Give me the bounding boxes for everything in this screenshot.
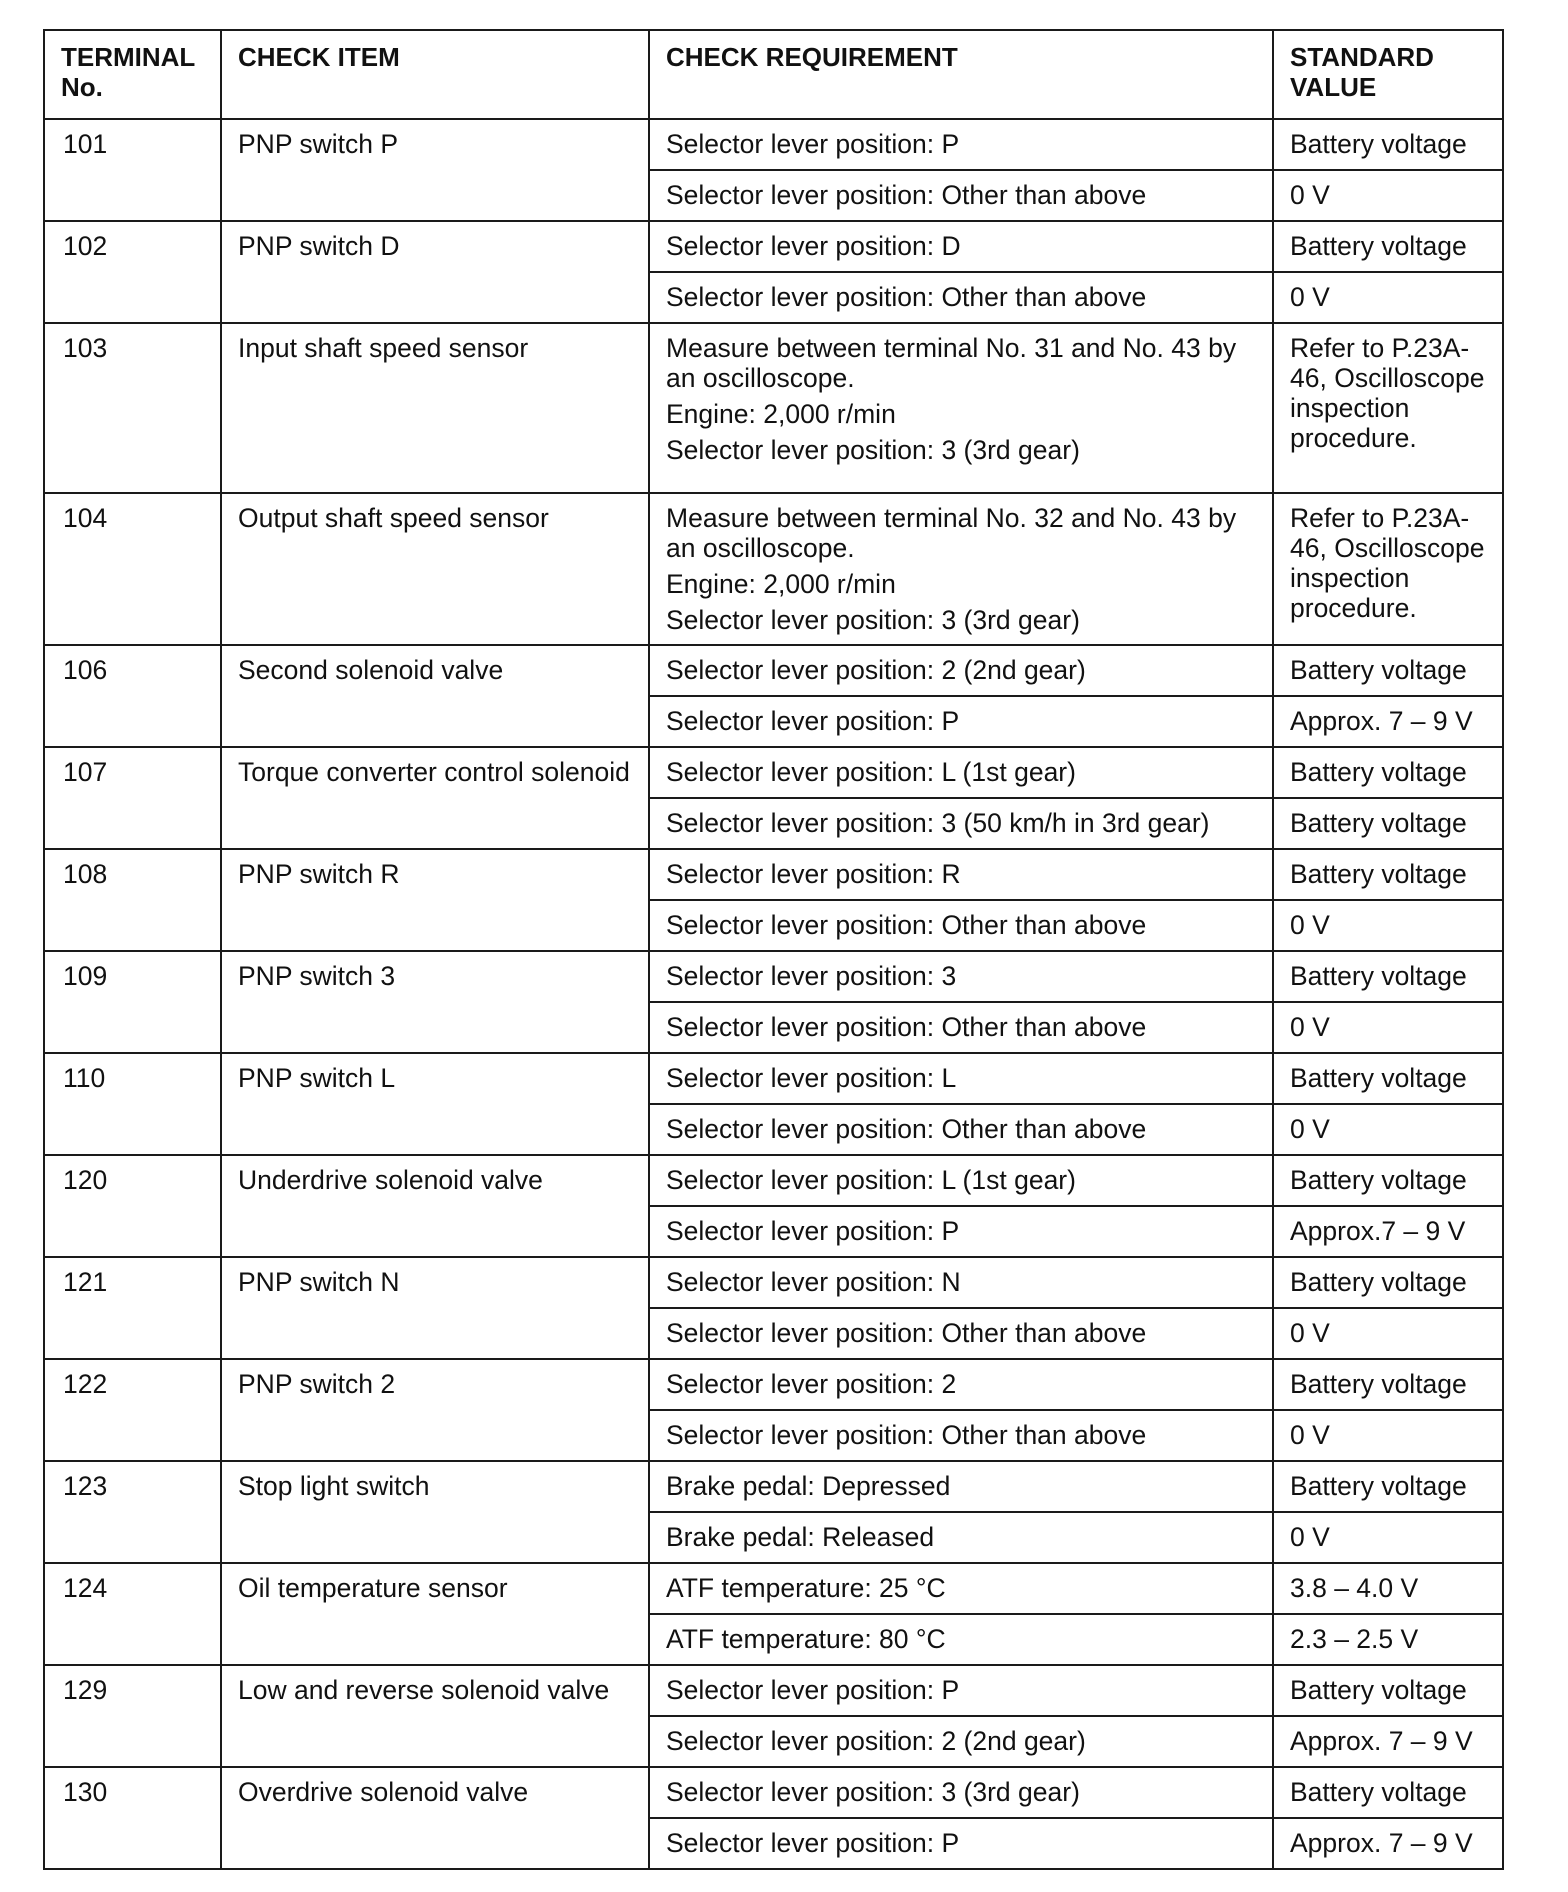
standard-value: Battery voltage <box>1273 1665 1503 1716</box>
standard-value: Battery voltage <box>1273 119 1503 170</box>
standard-value: 0 V <box>1273 1002 1503 1053</box>
standard-value: Refer to P.23A-46, Oscilloscope inspection procedure. <box>1273 493 1503 645</box>
terminal-number: 123 <box>44 1461 221 1563</box>
check-requirement: Selector lever position: 2 <box>649 1359 1273 1410</box>
check-requirement: ATF temperature: 80 °C <box>649 1614 1273 1665</box>
standard-value: 0 V <box>1273 1104 1503 1155</box>
check-item: PNP switch 3 <box>221 951 649 1053</box>
header-standard-value: STANDARD VALUE <box>1273 30 1503 119</box>
check-requirement <box>649 493 1273 645</box>
check-item: Low and reverse solenoid valve <box>221 1665 649 1767</box>
check-requirement: Selector lever position: 2 (2nd gear) <box>649 645 1273 696</box>
table-row <box>44 1461 1503 1512</box>
terminal-number: 110 <box>44 1053 221 1155</box>
requirement-line: Measure between terminal No. 32 and No. 43 by an oscilloscope. <box>666 503 1237 563</box>
check-item: Output shaft speed sensor <box>221 493 649 645</box>
requirement-line: Selector lever position: 3 (3rd gear) <box>666 605 1080 635</box>
inspection-table <box>43 29 1504 1870</box>
check-requirement: Brake pedal: Depressed <box>649 1461 1273 1512</box>
table-row <box>44 645 1503 696</box>
table-body <box>44 119 1503 1869</box>
terminal-number: 102 <box>44 221 221 323</box>
terminal-number: 108 <box>44 849 221 951</box>
terminal-number: 103 <box>44 323 221 493</box>
standard-value: Refer to P.23A-46, Oscilloscope inspection procedure. <box>1273 323 1503 493</box>
check-requirement: Selector lever position: P <box>649 119 1273 170</box>
check-item: PNP switch D <box>221 221 649 323</box>
check-item: PNP switch 2 <box>221 1359 649 1461</box>
terminal-number: 101 <box>44 119 221 221</box>
check-requirement: Selector lever position: 3 (3rd gear) <box>649 1767 1273 1818</box>
check-requirement: Selector lever position: Other than above <box>649 1002 1273 1053</box>
table-row <box>44 951 1503 1002</box>
standard-value: 0 V <box>1273 272 1503 323</box>
check-requirement: Selector lever position: 2 (2nd gear) <box>649 1716 1273 1767</box>
check-requirement: Selector lever position: P <box>649 696 1273 747</box>
check-requirement: Selector lever position: 3 (50 km/h in 3rd gear) <box>649 798 1273 849</box>
check-requirement: Selector lever position: Other than above <box>649 170 1273 221</box>
check-requirement: Selector lever position: P <box>649 1665 1273 1716</box>
standard-value: Battery voltage <box>1273 1461 1503 1512</box>
check-requirement: Selector lever position: Other than above <box>649 1410 1273 1461</box>
table-row <box>44 1767 1503 1818</box>
table-row <box>44 221 1503 272</box>
standard-value: Battery voltage <box>1273 951 1503 1002</box>
table-row <box>44 119 1503 170</box>
terminal-number: 130 <box>44 1767 221 1869</box>
terminal-number: 106 <box>44 645 221 747</box>
table-row <box>44 1563 1503 1614</box>
standard-value: Approx.7 – 9 V <box>1273 1206 1503 1257</box>
terminal-number: 129 <box>44 1665 221 1767</box>
check-requirement: Selector lever position: Other than above <box>649 900 1273 951</box>
check-item: Oil temperature sensor <box>221 1563 649 1665</box>
table-row <box>44 493 1503 645</box>
standard-value: Approx. 7 – 9 V <box>1273 1716 1503 1767</box>
check-item: Stop light switch <box>221 1461 649 1563</box>
standard-value: Battery voltage <box>1273 1257 1503 1308</box>
table-row <box>44 1257 1503 1308</box>
table-row <box>44 1053 1503 1104</box>
standard-value: Approx. 7 – 9 V <box>1273 1818 1503 1869</box>
standard-value: 0 V <box>1273 1308 1503 1359</box>
check-requirement: ATF temperature: 25 °C <box>649 1563 1273 1614</box>
check-requirement: Selector lever position: Other than above <box>649 1104 1273 1155</box>
table-row <box>44 1665 1503 1716</box>
check-requirement: Selector lever position: 3 <box>649 951 1273 1002</box>
table-row <box>44 323 1503 493</box>
check-requirement: Selector lever position: Other than above <box>649 1308 1273 1359</box>
requirement-line: Engine: 2,000 r/min <box>666 569 896 599</box>
header-check-requirement: CHECK REQUIREMENT <box>649 30 1273 119</box>
standard-value: Battery voltage <box>1273 798 1503 849</box>
check-item: PNP switch R <box>221 849 649 951</box>
check-requirement: Selector lever position: L (1st gear) <box>649 1155 1273 1206</box>
requirement-line: Engine: 2,000 r/min <box>666 399 896 429</box>
check-item: Second solenoid valve <box>221 645 649 747</box>
check-requirement: Selector lever position: Other than above <box>649 272 1273 323</box>
standard-value: Battery voltage <box>1273 1767 1503 1818</box>
standard-value: Battery voltage <box>1273 849 1503 900</box>
standard-value: Battery voltage <box>1273 221 1503 272</box>
standard-value: 0 V <box>1273 1512 1503 1563</box>
standard-value: 0 V <box>1273 1410 1503 1461</box>
check-requirement: Selector lever position: L (1st gear) <box>649 747 1273 798</box>
check-item: PNP switch L <box>221 1053 649 1155</box>
header-terminal: TERMINAL No. <box>44 30 221 119</box>
standard-value: 3.8 – 4.0 V <box>1273 1563 1503 1614</box>
check-item: PNP switch N <box>221 1257 649 1359</box>
standard-value: Approx. 7 – 9 V <box>1273 696 1503 747</box>
check-requirement: Selector lever position: P <box>649 1206 1273 1257</box>
header-check-item: CHECK ITEM <box>221 30 649 119</box>
check-item: Underdrive solenoid valve <box>221 1155 649 1257</box>
standard-value: 2.3 – 2.5 V <box>1273 1614 1503 1665</box>
header-row <box>44 30 1503 119</box>
table-row <box>44 1359 1503 1410</box>
standard-value: Battery voltage <box>1273 747 1503 798</box>
terminal-number: 107 <box>44 747 221 849</box>
standard-value: 0 V <box>1273 900 1503 951</box>
terminal-number: 122 <box>44 1359 221 1461</box>
check-requirement <box>649 323 1273 493</box>
check-item: PNP switch P <box>221 119 649 221</box>
terminal-number: 120 <box>44 1155 221 1257</box>
check-item: Torque converter control solenoid <box>221 747 649 849</box>
standard-value: Battery voltage <box>1273 1053 1503 1104</box>
requirement-line: Measure between terminal No. 31 and No. 43 by an oscilloscope. <box>666 333 1237 393</box>
terminal-number: 124 <box>44 1563 221 1665</box>
check-requirement: Selector lever position: R <box>649 849 1273 900</box>
standard-value: Battery voltage <box>1273 1155 1503 1206</box>
requirement-line: Selector lever position: 3 (3rd gear) <box>666 435 1080 465</box>
check-item: Input shaft speed sensor <box>221 323 649 493</box>
check-requirement: Selector lever position: D <box>649 221 1273 272</box>
standard-value: Battery voltage <box>1273 645 1503 696</box>
standard-value: 0 V <box>1273 170 1503 221</box>
check-requirement: Selector lever position: L <box>649 1053 1273 1104</box>
terminal-number: 104 <box>44 493 221 645</box>
check-requirement: Selector lever position: N <box>649 1257 1273 1308</box>
check-requirement: Brake pedal: Released <box>649 1512 1273 1563</box>
table-row <box>44 747 1503 798</box>
standard-value: Battery voltage <box>1273 1359 1503 1410</box>
table-row <box>44 1155 1503 1206</box>
check-item: Overdrive solenoid valve <box>221 1767 649 1869</box>
terminal-number: 121 <box>44 1257 221 1359</box>
terminal-number: 109 <box>44 951 221 1053</box>
check-requirement: Selector lever position: P <box>649 1818 1273 1869</box>
table-row <box>44 849 1503 900</box>
